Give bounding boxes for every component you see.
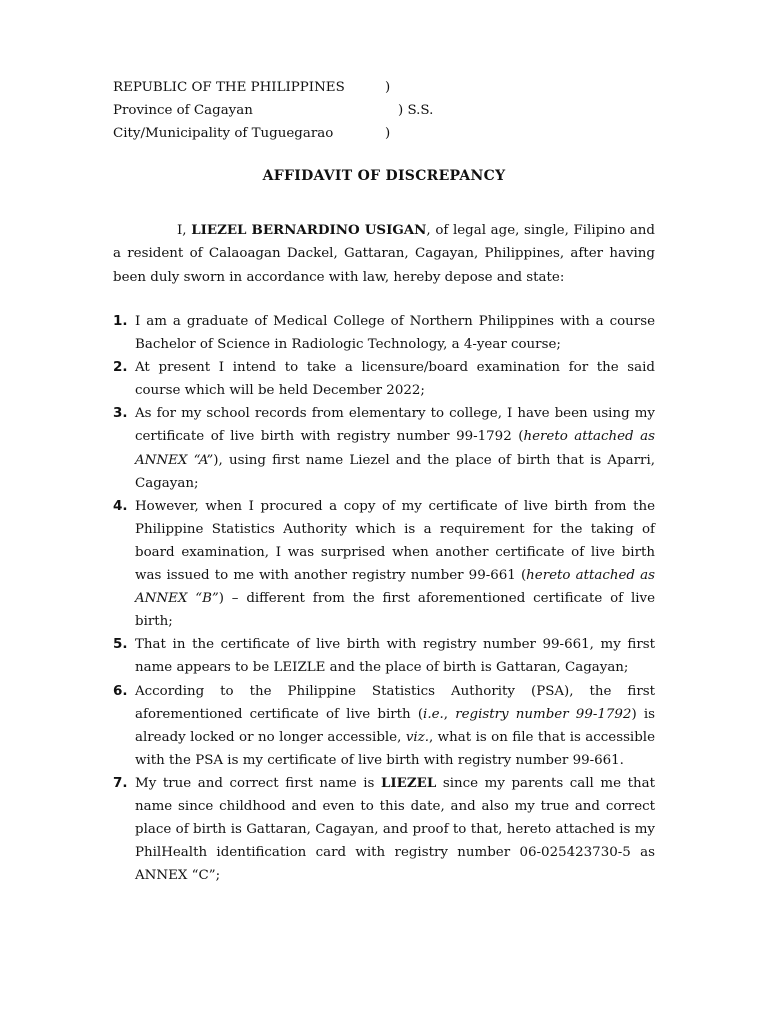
annex-a-reference: hereto attached as ANNEX “A”: [135, 429, 655, 468]
statement-item-1: [113, 310, 655, 356]
venue-paren: ): [385, 80, 391, 95]
item-number: 2.: [113, 359, 128, 376]
venue-province-text: Province of Cagayan: [113, 103, 253, 118]
item-text: According to the Philippine Statistics Authority (PSA), the first aforementioned certificate of live birth (: [135, 683, 655, 722]
statement-item-2: [113, 356, 655, 402]
item-text: My true and correct first name is: [135, 775, 381, 791]
item-text: However, when I procured a copy of my certificate of live birth from the Philippine Statistics Authority which is a requirement for the taking of board examination, I was surprised when another certificate of live birth was issued to me with another registry number 99-661 (: [135, 498, 655, 584]
venue-block: [113, 76, 434, 145]
item-number: 7.: [113, 774, 128, 791]
item-number: 5.: [113, 636, 128, 653]
intro-pre: I,: [177, 223, 187, 238]
venue-city-text: City/Municipality of Tuguegarao: [113, 126, 334, 141]
ie-abbrev: i.e.: [423, 706, 444, 722]
item-number: 3.: [113, 405, 128, 422]
true-first-name: LIEZEL: [380, 774, 437, 791]
item-number: 1.: [113, 313, 128, 329]
item-text: ,: [443, 706, 456, 722]
viz-abbrev: viz.: [405, 729, 429, 745]
item-text: since my parents call me that name since childhood and even to this date, and also my true and correct place of birth is Gattaran, Cagayan, and proof to that, hereto attached is my PhilHealth identification card with registry number 06-025423730-5 as ANNEX “C”;: [135, 775, 655, 884]
statement-item-3: [113, 402, 655, 494]
numbered-statements: [113, 310, 655, 887]
item-number: 6.: [113, 682, 128, 699]
document-title: AFFIDAVIT OF DISCREPANCY: [262, 168, 506, 184]
venue-paren: ): [385, 126, 391, 141]
annex-b-reference: hereto attached as ANNEX “B”: [135, 568, 655, 607]
intro-paragraph: [113, 219, 655, 289]
intro-post: , of legal age, single, Filipino and a resident of Calaoagan Dackel, Gattaran, Cagayan, Philippines, after having been duly sworn in accordance with law, hereby depose and state:: [113, 223, 655, 285]
item-text: At present I intend to take a licensure/board examination for the said course which will be held December 2022;: [135, 360, 655, 399]
venue-line-city: [113, 122, 391, 145]
item-text: ), using first name Liezel and the place of birth that is Aparri, Cagayan;: [135, 452, 655, 491]
statement-item-6: [113, 680, 655, 772]
venue-ss-marker: ) S.S.: [398, 103, 434, 118]
item-text: That in the certificate of live birth with registry number 99-661, my first name appears to be LEIZLE and the place of birth is Gattaran, Cagayan;: [135, 637, 655, 676]
affiant-name: LIEZEL BERNARDINO USIGAN: [191, 222, 427, 238]
statement-item-4: [113, 495, 655, 634]
item-text: I am a graduate of Medical College of Northern Philippines with a course Bachelor of Science in Radiologic Technology, a 4-year course;: [135, 314, 655, 353]
item-text: As for my school records from elementary to college, I have been using my certificate of live birth with registry number 99-1792 (: [135, 406, 655, 445]
venue-line-province: [113, 99, 434, 122]
registry-reference: registry number 99-1792: [455, 706, 632, 722]
venue-line-republic: [113, 76, 391, 99]
statement-item-5: [113, 633, 655, 679]
item-text: ) is already locked or no longer accessible,: [135, 706, 656, 745]
item-text: , what is on file that is accessible with the PSA is my certificate of live birth with registry number 99-661.: [135, 729, 655, 768]
statement-item-7: [113, 772, 655, 887]
item-text: ) – different from the first aforementioned certificate of live birth;: [135, 591, 655, 630]
venue-republic-text: REPUBLIC OF THE PHILIPPINES: [113, 80, 345, 95]
item-number: 4.: [113, 497, 128, 514]
